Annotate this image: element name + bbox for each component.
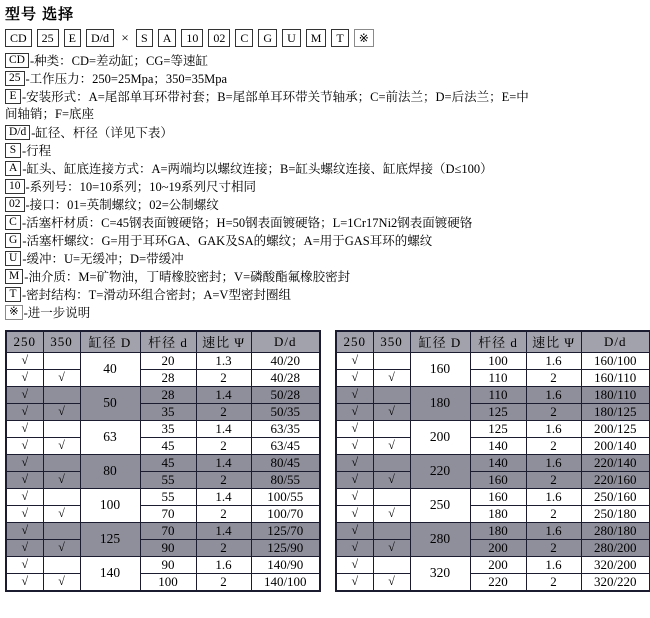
cell-pressure-250: √	[336, 352, 373, 369]
definition-code-box: M	[5, 269, 23, 284]
cell-dd-combination: 160/100	[581, 352, 650, 369]
cell-pressure-250: √	[336, 556, 373, 573]
cell-pressure-250: √	[6, 454, 43, 471]
cell-pressure-250: √	[6, 471, 43, 488]
cell-pressure-350: √	[43, 539, 80, 556]
cell-rod-diameter: 70	[140, 505, 196, 522]
cell-pressure-350: √	[43, 505, 80, 522]
column-header: 缸径 D	[80, 331, 140, 352]
definition-code-box: 25	[5, 71, 25, 86]
page-title: 型号 选择	[5, 6, 75, 23]
cell-pressure-250: √	[336, 522, 373, 539]
table-row	[6, 403, 320, 420]
table-row	[336, 573, 650, 591]
definition-code-box: T	[5, 287, 21, 302]
cell-rod-diameter: 55	[140, 488, 196, 505]
definition-line	[5, 69, 646, 87]
cell-bore-diameter: 100	[80, 488, 140, 522]
cell-speed-ratio: 2	[526, 573, 581, 591]
definition-code-box: CD	[5, 53, 29, 68]
cell-speed-ratio: 2	[526, 369, 581, 386]
cell-bore-diameter: 125	[80, 522, 140, 556]
cell-pressure-350	[373, 556, 410, 573]
cell-speed-ratio: 1.4	[196, 386, 251, 403]
model-code-segment: E	[64, 29, 81, 47]
definition-text: -缸头、缸底连接方式：A=两端均以螺纹连接；B=缸头螺纹连接、缸底焊接（D≤100）	[22, 162, 493, 176]
cell-pressure-350	[43, 488, 80, 505]
cell-pressure-350	[43, 556, 80, 573]
cell-dd-combination: 320/220	[581, 573, 650, 591]
cell-speed-ratio: 1.6	[526, 522, 581, 539]
table-row	[336, 488, 650, 505]
cell-speed-ratio: 1.6	[526, 420, 581, 437]
table-row	[6, 522, 320, 539]
cell-pressure-250: √	[6, 488, 43, 505]
definition-line	[5, 249, 646, 267]
cell-pressure-250: √	[6, 420, 43, 437]
cell-speed-ratio: 1.6	[196, 556, 251, 573]
cell-speed-ratio: 1.4	[196, 420, 251, 437]
table-row	[6, 573, 320, 591]
cell-pressure-350	[373, 522, 410, 539]
cell-bore-diameter: 140	[80, 556, 140, 591]
cell-pressure-250: √	[336, 539, 373, 556]
cell-bore-diameter: 200	[410, 420, 470, 454]
cell-dd-combination: 180/110	[581, 386, 650, 403]
definition-text: -工作压力：250=25Mpa；350=35Mpa	[25, 72, 228, 86]
cell-speed-ratio: 2	[196, 539, 251, 556]
cell-dd-combination: 280/180	[581, 522, 650, 539]
table-row	[6, 539, 320, 556]
cell-pressure-250: √	[6, 437, 43, 454]
cell-pressure-250: √	[6, 522, 43, 539]
cell-speed-ratio: 1.6	[526, 386, 581, 403]
cell-pressure-250: √	[6, 403, 43, 420]
cell-rod-diameter: 220	[470, 573, 526, 591]
cell-bore-diameter: 220	[410, 454, 470, 488]
cell-rod-diameter: 45	[140, 437, 196, 454]
cell-speed-ratio: 1.4	[196, 522, 251, 539]
definition-text: -密封结构：T=滑动环组合密封；A=V型密封圈组	[22, 288, 291, 302]
table-row	[336, 420, 650, 437]
definition-code-box: 10	[5, 179, 25, 194]
cell-pressure-250: √	[6, 505, 43, 522]
table-row	[6, 437, 320, 454]
definition-text: -安装形式：A=尾部单耳环带衬套；B=尾部单耳环带关节轴承；C=前法兰；D=后法兰；E=中	[22, 90, 529, 104]
definition-line	[5, 285, 646, 303]
cell-dd-combination: 125/90	[251, 539, 320, 556]
table-row	[336, 556, 650, 573]
definition-text: -缓冲：U=无缓冲；D=带缓冲	[22, 252, 184, 266]
cell-rod-diameter: 110	[470, 369, 526, 386]
definition-text: -种类：CD=差动缸；CG=等速缸	[29, 54, 208, 68]
spec-table-left	[5, 330, 321, 592]
definition-line	[5, 231, 646, 249]
cell-pressure-350	[373, 352, 410, 369]
definition-text: -缸径、杆径（详见下表）	[31, 126, 173, 140]
cell-pressure-250: √	[6, 573, 43, 591]
cell-speed-ratio: 1.6	[526, 454, 581, 471]
table-row	[6, 488, 320, 505]
cell-bore-diameter: 40	[80, 352, 140, 386]
model-code-segment: 10	[181, 29, 203, 47]
model-code-segment: C	[235, 29, 253, 47]
cell-dd-combination: 160/110	[581, 369, 650, 386]
table-row	[6, 352, 320, 369]
cell-pressure-350	[43, 420, 80, 437]
cell-bore-diameter: 320	[410, 556, 470, 591]
cell-dd-combination: 125/70	[251, 522, 320, 539]
cell-dd-combination: 200/140	[581, 437, 650, 454]
model-code-segment: G	[258, 29, 277, 47]
cell-pressure-350: √	[43, 437, 80, 454]
definition-line	[5, 177, 646, 195]
column-header: 250	[6, 331, 43, 352]
cell-dd-combination: 140/100	[251, 573, 320, 591]
cell-pressure-250: √	[6, 386, 43, 403]
cell-dd-combination: 250/160	[581, 488, 650, 505]
model-code-segment: ※	[354, 29, 374, 47]
cell-dd-combination: 50/35	[251, 403, 320, 420]
definition-line	[5, 195, 646, 213]
cell-speed-ratio: 1.6	[526, 556, 581, 573]
definition-text: -系列号：10=10系列；10~19系列尺寸相同	[25, 180, 256, 194]
cell-rod-diameter: 90	[140, 556, 196, 573]
table-row	[336, 369, 650, 386]
cell-rod-diameter: 28	[140, 386, 196, 403]
model-code-segment: M	[306, 29, 327, 47]
cell-speed-ratio: 2	[526, 505, 581, 522]
definition-text: -接口：01=英制螺纹；02=公制螺纹	[25, 198, 219, 212]
definition-text: -油介质：M=矿物油，丁晴橡胶密封；V=磷酸酯氟橡胶密封	[24, 270, 351, 284]
cell-speed-ratio: 2	[196, 505, 251, 522]
definition-code-box: ※	[5, 305, 23, 320]
cell-pressure-250: √	[6, 539, 43, 556]
cell-pressure-250: √	[336, 437, 373, 454]
definition-code-box: E	[5, 89, 21, 104]
cell-rod-diameter: 55	[140, 471, 196, 488]
cell-rod-diameter: 140	[470, 437, 526, 454]
table-row	[336, 437, 650, 454]
cell-pressure-350: √	[373, 471, 410, 488]
cell-pressure-350	[43, 352, 80, 369]
cell-pressure-250: √	[6, 556, 43, 573]
definition-code-box: A	[5, 161, 21, 176]
cell-bore-diameter: 50	[80, 386, 140, 420]
cell-pressure-250: √	[336, 505, 373, 522]
cell-bore-diameter: 80	[80, 454, 140, 488]
definition-text-continuation: 间轴销；F=底座	[5, 107, 95, 121]
code-definitions-list	[5, 51, 646, 321]
cell-pressure-250: √	[6, 369, 43, 386]
cell-pressure-250: √	[336, 471, 373, 488]
cell-pressure-350	[43, 522, 80, 539]
cell-dd-combination: 40/20	[251, 352, 320, 369]
cell-rod-diameter: 100	[140, 573, 196, 591]
cell-pressure-350: √	[373, 505, 410, 522]
cell-bore-diameter: 160	[410, 352, 470, 386]
cell-speed-ratio: 2	[526, 403, 581, 420]
cell-rod-diameter: 45	[140, 454, 196, 471]
cell-dd-combination: 220/140	[581, 454, 650, 471]
cell-pressure-250: √	[336, 403, 373, 420]
cell-dd-combination: 100/55	[251, 488, 320, 505]
cell-speed-ratio: 1.6	[526, 488, 581, 505]
cell-pressure-350: √	[373, 403, 410, 420]
cell-pressure-350	[43, 386, 80, 403]
spec-table-right	[335, 330, 650, 592]
column-header: 缸径 D	[410, 331, 470, 352]
cell-speed-ratio: 1.3	[196, 352, 251, 369]
definition-code-box: D/d	[5, 125, 30, 140]
definition-line	[5, 303, 646, 321]
column-header: 杆径 d	[140, 331, 196, 352]
model-code-row	[5, 28, 646, 47]
cell-bore-diameter: 280	[410, 522, 470, 556]
cell-speed-ratio: 2	[196, 471, 251, 488]
table-row	[336, 386, 650, 403]
cell-pressure-350	[373, 420, 410, 437]
cell-pressure-350: √	[373, 573, 410, 591]
model-code-segment: CD	[5, 29, 32, 47]
definition-line	[5, 267, 646, 285]
cell-rod-diameter: 35	[140, 403, 196, 420]
cell-pressure-250: √	[336, 488, 373, 505]
column-header: 350	[43, 331, 80, 352]
column-header: D/d	[581, 331, 650, 352]
cell-rod-diameter: 70	[140, 522, 196, 539]
model-code-segment: 25	[37, 29, 59, 47]
cell-speed-ratio: 2	[196, 403, 251, 420]
definition-code-box: U	[5, 251, 21, 266]
cell-dd-combination: 220/160	[581, 471, 650, 488]
definition-line	[5, 123, 646, 141]
definition-text: -活塞杆材质：C=45钢表面镀硬铬；H=50钢表面镀硬铬；L=1Cr17Ni2钢表面镀硬铬	[22, 216, 473, 230]
definition-line	[5, 213, 646, 231]
cell-pressure-250: √	[336, 369, 373, 386]
cell-pressure-350: √	[43, 471, 80, 488]
cell-speed-ratio: 2	[526, 539, 581, 556]
definition-line	[5, 87, 646, 105]
cell-rod-diameter: 160	[470, 471, 526, 488]
cell-speed-ratio: 1.4	[196, 488, 251, 505]
cell-rod-diameter: 125	[470, 403, 526, 420]
model-code-segment: D/d	[86, 29, 114, 47]
cell-rod-diameter: 28	[140, 369, 196, 386]
cell-speed-ratio: 2	[526, 437, 581, 454]
column-header: 杆径 d	[470, 331, 526, 352]
definition-code-box: S	[5, 143, 21, 158]
spec-tables	[5, 330, 646, 592]
cell-dd-combination: 40/28	[251, 369, 320, 386]
cell-rod-diameter: 160	[470, 488, 526, 505]
cell-pressure-350	[43, 454, 80, 471]
cell-dd-combination: 280/200	[581, 539, 650, 556]
table-header-row	[336, 331, 650, 352]
table-row	[336, 454, 650, 471]
model-code-segment: A	[158, 29, 177, 47]
model-code-segment: T	[331, 29, 348, 47]
cell-speed-ratio: 2	[196, 369, 251, 386]
definition-code-box: 02	[5, 197, 25, 212]
cell-dd-combination: 200/125	[581, 420, 650, 437]
table-row	[336, 403, 650, 420]
definition-line	[5, 141, 646, 159]
model-code-segment: ×	[121, 29, 129, 45]
cell-dd-combination: 140/90	[251, 556, 320, 573]
cell-pressure-350	[373, 454, 410, 471]
cell-pressure-350: √	[43, 403, 80, 420]
table-row	[6, 369, 320, 386]
table-row	[336, 505, 650, 522]
table-row	[6, 505, 320, 522]
cell-pressure-350	[373, 488, 410, 505]
cell-dd-combination: 80/55	[251, 471, 320, 488]
cell-dd-combination: 320/200	[581, 556, 650, 573]
column-header: 250	[336, 331, 373, 352]
cell-pressure-250: √	[336, 386, 373, 403]
column-header: 速比 Ψ	[526, 331, 581, 352]
table-row	[336, 522, 650, 539]
cell-speed-ratio: 1.4	[196, 454, 251, 471]
definition-code-box: G	[5, 233, 21, 248]
cell-pressure-250: √	[6, 352, 43, 369]
table-row	[6, 420, 320, 437]
definition-line	[5, 51, 646, 69]
cell-rod-diameter: 35	[140, 420, 196, 437]
cell-rod-diameter: 20	[140, 352, 196, 369]
table-row	[6, 454, 320, 471]
cell-speed-ratio: 2	[196, 573, 251, 591]
table-row	[336, 471, 650, 488]
cell-bore-diameter: 63	[80, 420, 140, 454]
cell-rod-diameter: 100	[470, 352, 526, 369]
cell-pressure-350: √	[43, 573, 80, 591]
definition-text: -行程	[22, 144, 52, 158]
table-row	[336, 352, 650, 369]
table-row	[6, 471, 320, 488]
table-row	[6, 556, 320, 573]
cell-dd-combination: 250/180	[581, 505, 650, 522]
cell-rod-diameter: 90	[140, 539, 196, 556]
column-header: 350	[373, 331, 410, 352]
cell-dd-combination: 80/45	[251, 454, 320, 471]
cell-rod-diameter: 140	[470, 454, 526, 471]
cell-pressure-350: √	[373, 539, 410, 556]
definition-code-box: C	[5, 215, 21, 230]
cell-speed-ratio: 1.6	[526, 352, 581, 369]
cell-pressure-350: √	[373, 369, 410, 386]
cell-pressure-250: √	[336, 573, 373, 591]
cell-dd-combination: 180/125	[581, 403, 650, 420]
cell-dd-combination: 63/45	[251, 437, 320, 454]
cell-pressure-350: √	[373, 437, 410, 454]
cell-bore-diameter: 180	[410, 386, 470, 420]
cell-pressure-250: √	[336, 420, 373, 437]
definition-line	[5, 159, 646, 177]
model-code-segment: U	[282, 29, 301, 47]
cell-rod-diameter: 110	[470, 386, 526, 403]
cell-speed-ratio: 2	[196, 437, 251, 454]
table-row	[336, 539, 650, 556]
definition-text: -进一步说明	[23, 306, 91, 320]
cell-dd-combination: 63/35	[251, 420, 320, 437]
column-header: D/d	[251, 331, 320, 352]
cell-pressure-350: √	[43, 369, 80, 386]
cell-dd-combination: 100/70	[251, 505, 320, 522]
table-header-row	[6, 331, 320, 352]
cell-pressure-250: √	[336, 454, 373, 471]
table-row	[6, 386, 320, 403]
column-header: 速比 Ψ	[196, 331, 251, 352]
model-code-segment: 02	[208, 29, 230, 47]
cell-rod-diameter: 200	[470, 539, 526, 556]
cell-rod-diameter: 200	[470, 556, 526, 573]
model-code-segment: S	[136, 29, 153, 47]
cell-bore-diameter: 250	[410, 488, 470, 522]
cell-speed-ratio: 2	[526, 471, 581, 488]
cell-rod-diameter: 180	[470, 522, 526, 539]
cell-rod-diameter: 125	[470, 420, 526, 437]
cell-pressure-350	[373, 386, 410, 403]
definition-text: -活塞杆螺纹：G=用于耳环GA、GAK及SA的螺纹；A=用于GAS耳环的螺纹	[22, 234, 433, 248]
cell-rod-diameter: 180	[470, 505, 526, 522]
cell-dd-combination: 50/28	[251, 386, 320, 403]
